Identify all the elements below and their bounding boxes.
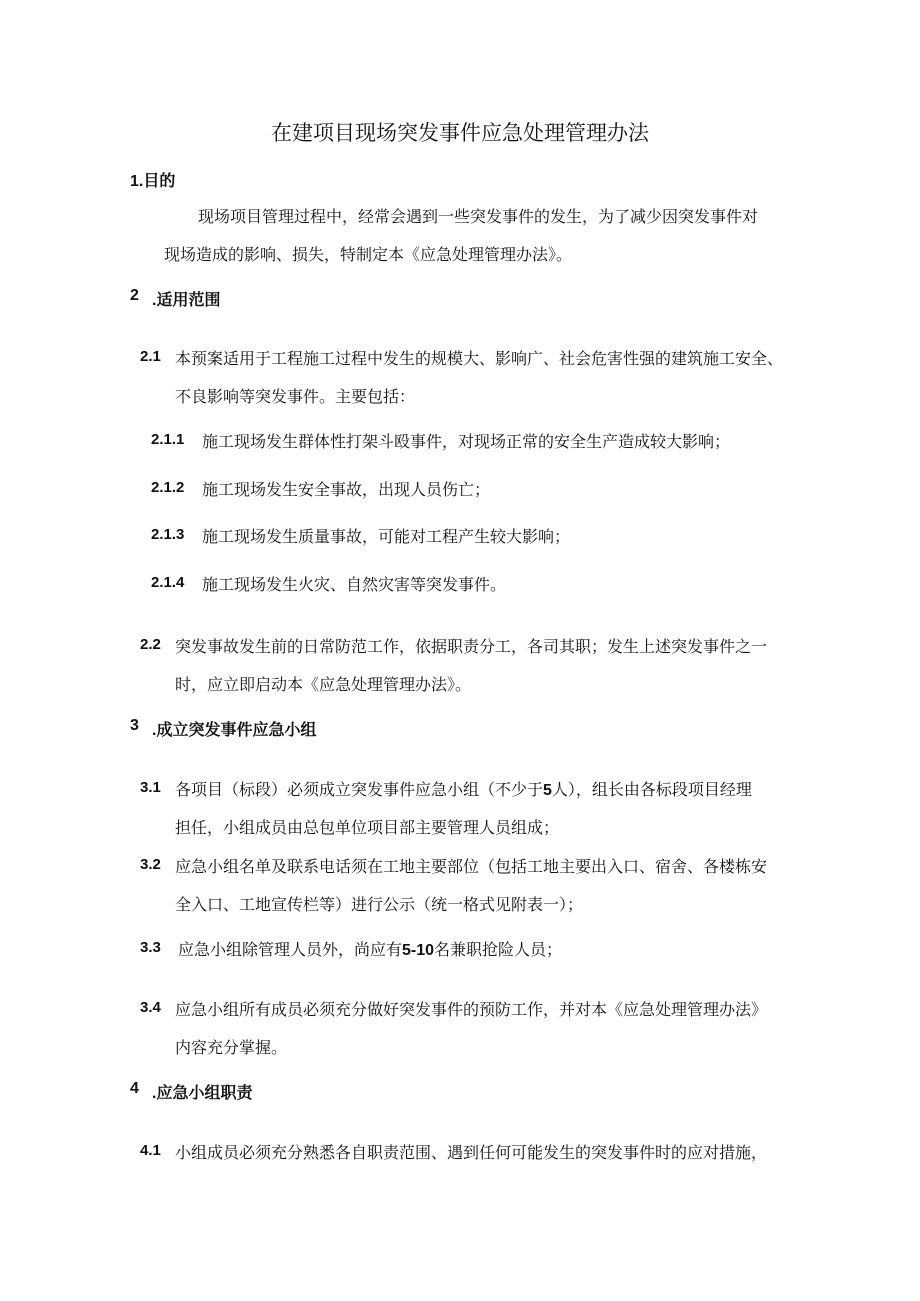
item-3-2-line2: 全入口、工地宣传栏等）进行公示（统一格式见附表一）； — [175, 895, 584, 914]
item-3-1-line2: 担任，小组成员由总包单位项目部主要管理人员组成； — [175, 818, 560, 837]
item-3-1-line1-part1: 各项目（标段）必须成立突发事件应急小组（不少于 — [175, 780, 544, 799]
item-2-1-line2: 不良影响等突发事件。主要包括： — [175, 387, 416, 406]
item-2-1-3-text: 施工现场发生质量事故，可能对工程产生较大影响； — [202, 527, 571, 546]
item-3-4-line1: 应急小组所有成员必须充分做好突发事件的预防工作，并对本《应急处理管理办法》 — [175, 1000, 768, 1019]
item-2-1-4-number: 2.1.4 — [151, 574, 185, 591]
item-3-1-min-count: 5 — [543, 782, 552, 799]
item-2-2-line1: 突发事故发生前的日常防范工作，依据职责分工，各司其职；发生上述突发事件之一 — [175, 637, 768, 656]
item-3-1-line1 — [175, 777, 752, 800]
item-3-4-number: 3.4 — [140, 999, 161, 1016]
item-3-1-number: 3.1 — [140, 779, 161, 796]
section-3-heading: .成立突发事件应急小组 — [152, 722, 317, 739]
item-3-3-number: 3.3 — [140, 939, 161, 956]
item-3-1-line1-part2: 人），组长由各标段项目经理 — [551, 780, 752, 799]
item-4-1-number: 4.1 — [140, 1142, 161, 1159]
item-2-2-line2: 时，应立即启动本《应急处理管理办法》。 — [175, 675, 472, 694]
item-2-1-2-text: 施工现场发生安全事故，出现人员伤亡； — [202, 480, 491, 499]
item-3-3-line1-part1: 应急小组除管理人员外，尚应有 — [178, 940, 403, 959]
item-2-1-1-text: 施工现场发生群体性打架斗殴事件，对现场正常的安全生产造成较大影响； — [202, 432, 731, 451]
section-1-paragraph-line1: 现场项目管理过程中，经常会遇到一些突发事件的发生，为了减少因突发事件对 — [198, 207, 759, 226]
item-2-1-line1: 本预案适用于工程施工过程中发生的规模大、影响广、社会危害性强的建筑施工安全、 — [175, 349, 784, 368]
item-3-3-line1 — [178, 937, 562, 960]
section-2-number: 2 — [130, 287, 139, 304]
item-4-1-line1: 小组成员必须充分熟悉各自职责范围、遇到任何可能发生的突发事件时的应对措施， — [175, 1143, 768, 1162]
item-2-1-3-number: 2.1.3 — [151, 526, 185, 543]
section-1-paragraph-line2: 现场造成的影响、损失，特制定本《应急处理管理办法》。 — [164, 245, 573, 264]
item-3-3-count-range: 5-10 — [402, 942, 435, 959]
section-4-number: 4 — [130, 1080, 139, 1097]
item-2-1-number: 2.1 — [140, 348, 161, 365]
section-2-heading: .适用范围 — [152, 292, 221, 309]
page-title: 在建项目现场突发事件应急处理管理办法 — [271, 121, 649, 145]
item-2-2-number: 2.2 — [140, 636, 161, 653]
item-3-2-line1: 应急小组名单及联系电话须在工地主要部位（包括工地主要出入口、宿舍、各楼栋安 — [175, 857, 768, 876]
item-3-2-number: 3.2 — [140, 856, 161, 873]
item-3-3-line1-part2: 名兼职抢险人员； — [434, 940, 563, 959]
item-2-1-1-number: 2.1.1 — [151, 431, 185, 448]
item-2-1-2-number: 2.1.2 — [151, 479, 185, 496]
section-4-heading: .应急小组职责 — [152, 1085, 253, 1102]
section-1-heading: 1.目的 — [130, 173, 176, 190]
item-2-1-4-text: 施工现场发生火灾、自然灾害等突发事件。 — [202, 575, 507, 594]
item-3-4-line2: 内容充分掌握。 — [175, 1038, 288, 1057]
section-3-number: 3 — [130, 717, 139, 734]
